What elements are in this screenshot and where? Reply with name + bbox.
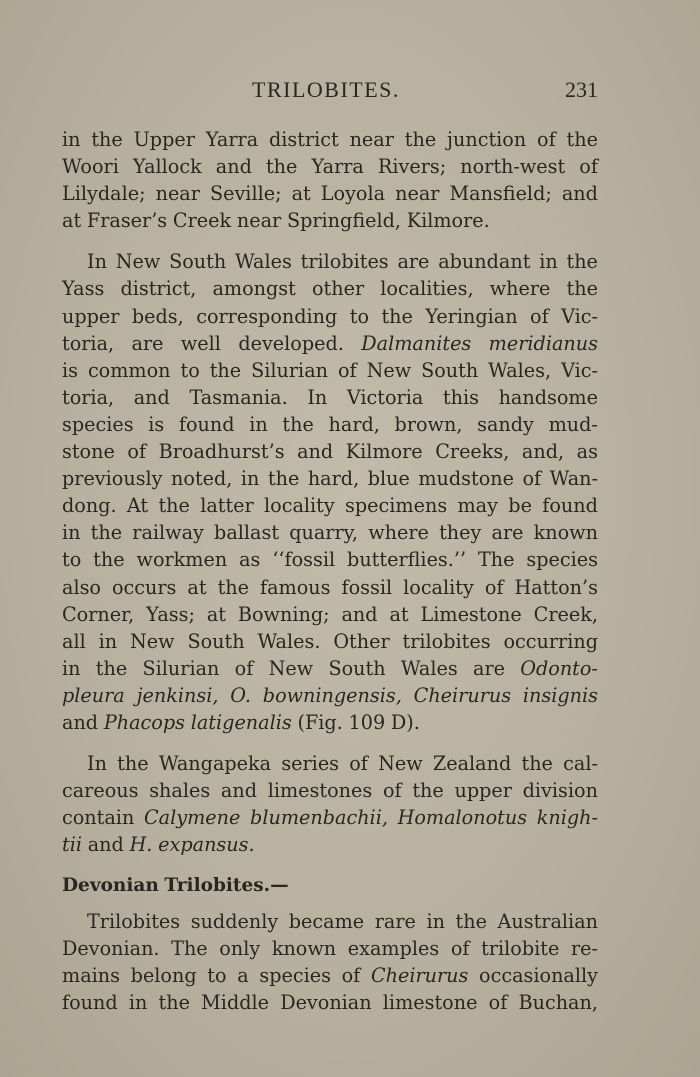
text-line: In New South Wales trilobites are abundant in the [87,250,598,274]
text-line: and Phacops latigenalis (Fig. 109 D). [62,710,420,734]
body-text [62,126,598,1016]
text-line: tii and H. expansus. [62,833,255,857]
text-line: Yass district, amongst other localities, where the [62,277,598,301]
text-line: to the workmen as ‘‘fossil butterflies.’’ The species [62,548,598,572]
paragraph-1 [62,126,598,234]
text-line: also occurs at the famous fossil locality of Hatton’s [62,575,598,599]
text-line: Lilydale; near Seville; at Loyola near Mansfield; and [62,182,598,206]
page-number: 231 [565,77,598,102]
text-line: upper beds, corresponding to the Yeringian of Vic- [62,304,598,328]
paragraph-2 [62,248,598,736]
text-line: stone of Broadhurst’s and Kilmore Creeks, and, as [62,440,598,464]
text-line: previously noted, in the hard, blue mudstone of Wan- [62,467,598,491]
page-header [62,77,598,107]
text-line: toria, and Tasmania. In Victoria this handsome [62,385,598,409]
text-line: dong. At the latter locality specimens may be found [62,494,598,518]
text-line: mains belong to a species of Cheirurus occasionally [62,963,598,987]
text-line: careous shales and limestones of the upper division [62,779,598,803]
text-line: Woori Yallock and the Yarra Rivers; north-west of [62,155,598,179]
text-line: toria, are well developed. Dalmanites meridianus [62,331,598,355]
text-line: at Fraser’s Creek near Springfield, Kilmore. [62,209,490,233]
section-heading: Devonian Trilobites.— [62,875,289,897]
text-line: Trilobites suddenly became rare in the Australian [87,909,598,933]
text-line: is common to the Silurian of New South Wales, Vic- [62,358,598,382]
paragraph-4 [62,908,598,1016]
text-line: In the Wangapeka series of New Zealand the cal- [87,752,598,776]
text-line: found in the Middle Devonian limestone of Buchan, [62,990,598,1014]
text-line: pleura jenkinsi, O. bowningensis, Cheirurus insignis [62,683,598,707]
text-line: in the Silurian of New South Wales are Odonto- [62,656,598,680]
text-line: all in New South Wales. Other trilobites occurring [62,629,598,653]
text-line: in the Upper Yarra district near the junction of the [62,128,598,151]
paragraph-3 [62,750,598,858]
text-line: contain Calymene blumenbachii, Homalonotus knigh- [62,806,598,830]
text-line: Corner, Yass; at Bowning; and at Limestone Creek, [62,602,598,626]
running-head: TRILOBITES. [252,77,400,102]
text-line: in the railway ballast quarry, where they are known [62,521,598,545]
text-line: species is found in the hard, brown, sandy mud- [62,412,598,436]
text-line: Devonian. The only known examples of trilobite re- [62,936,598,960]
